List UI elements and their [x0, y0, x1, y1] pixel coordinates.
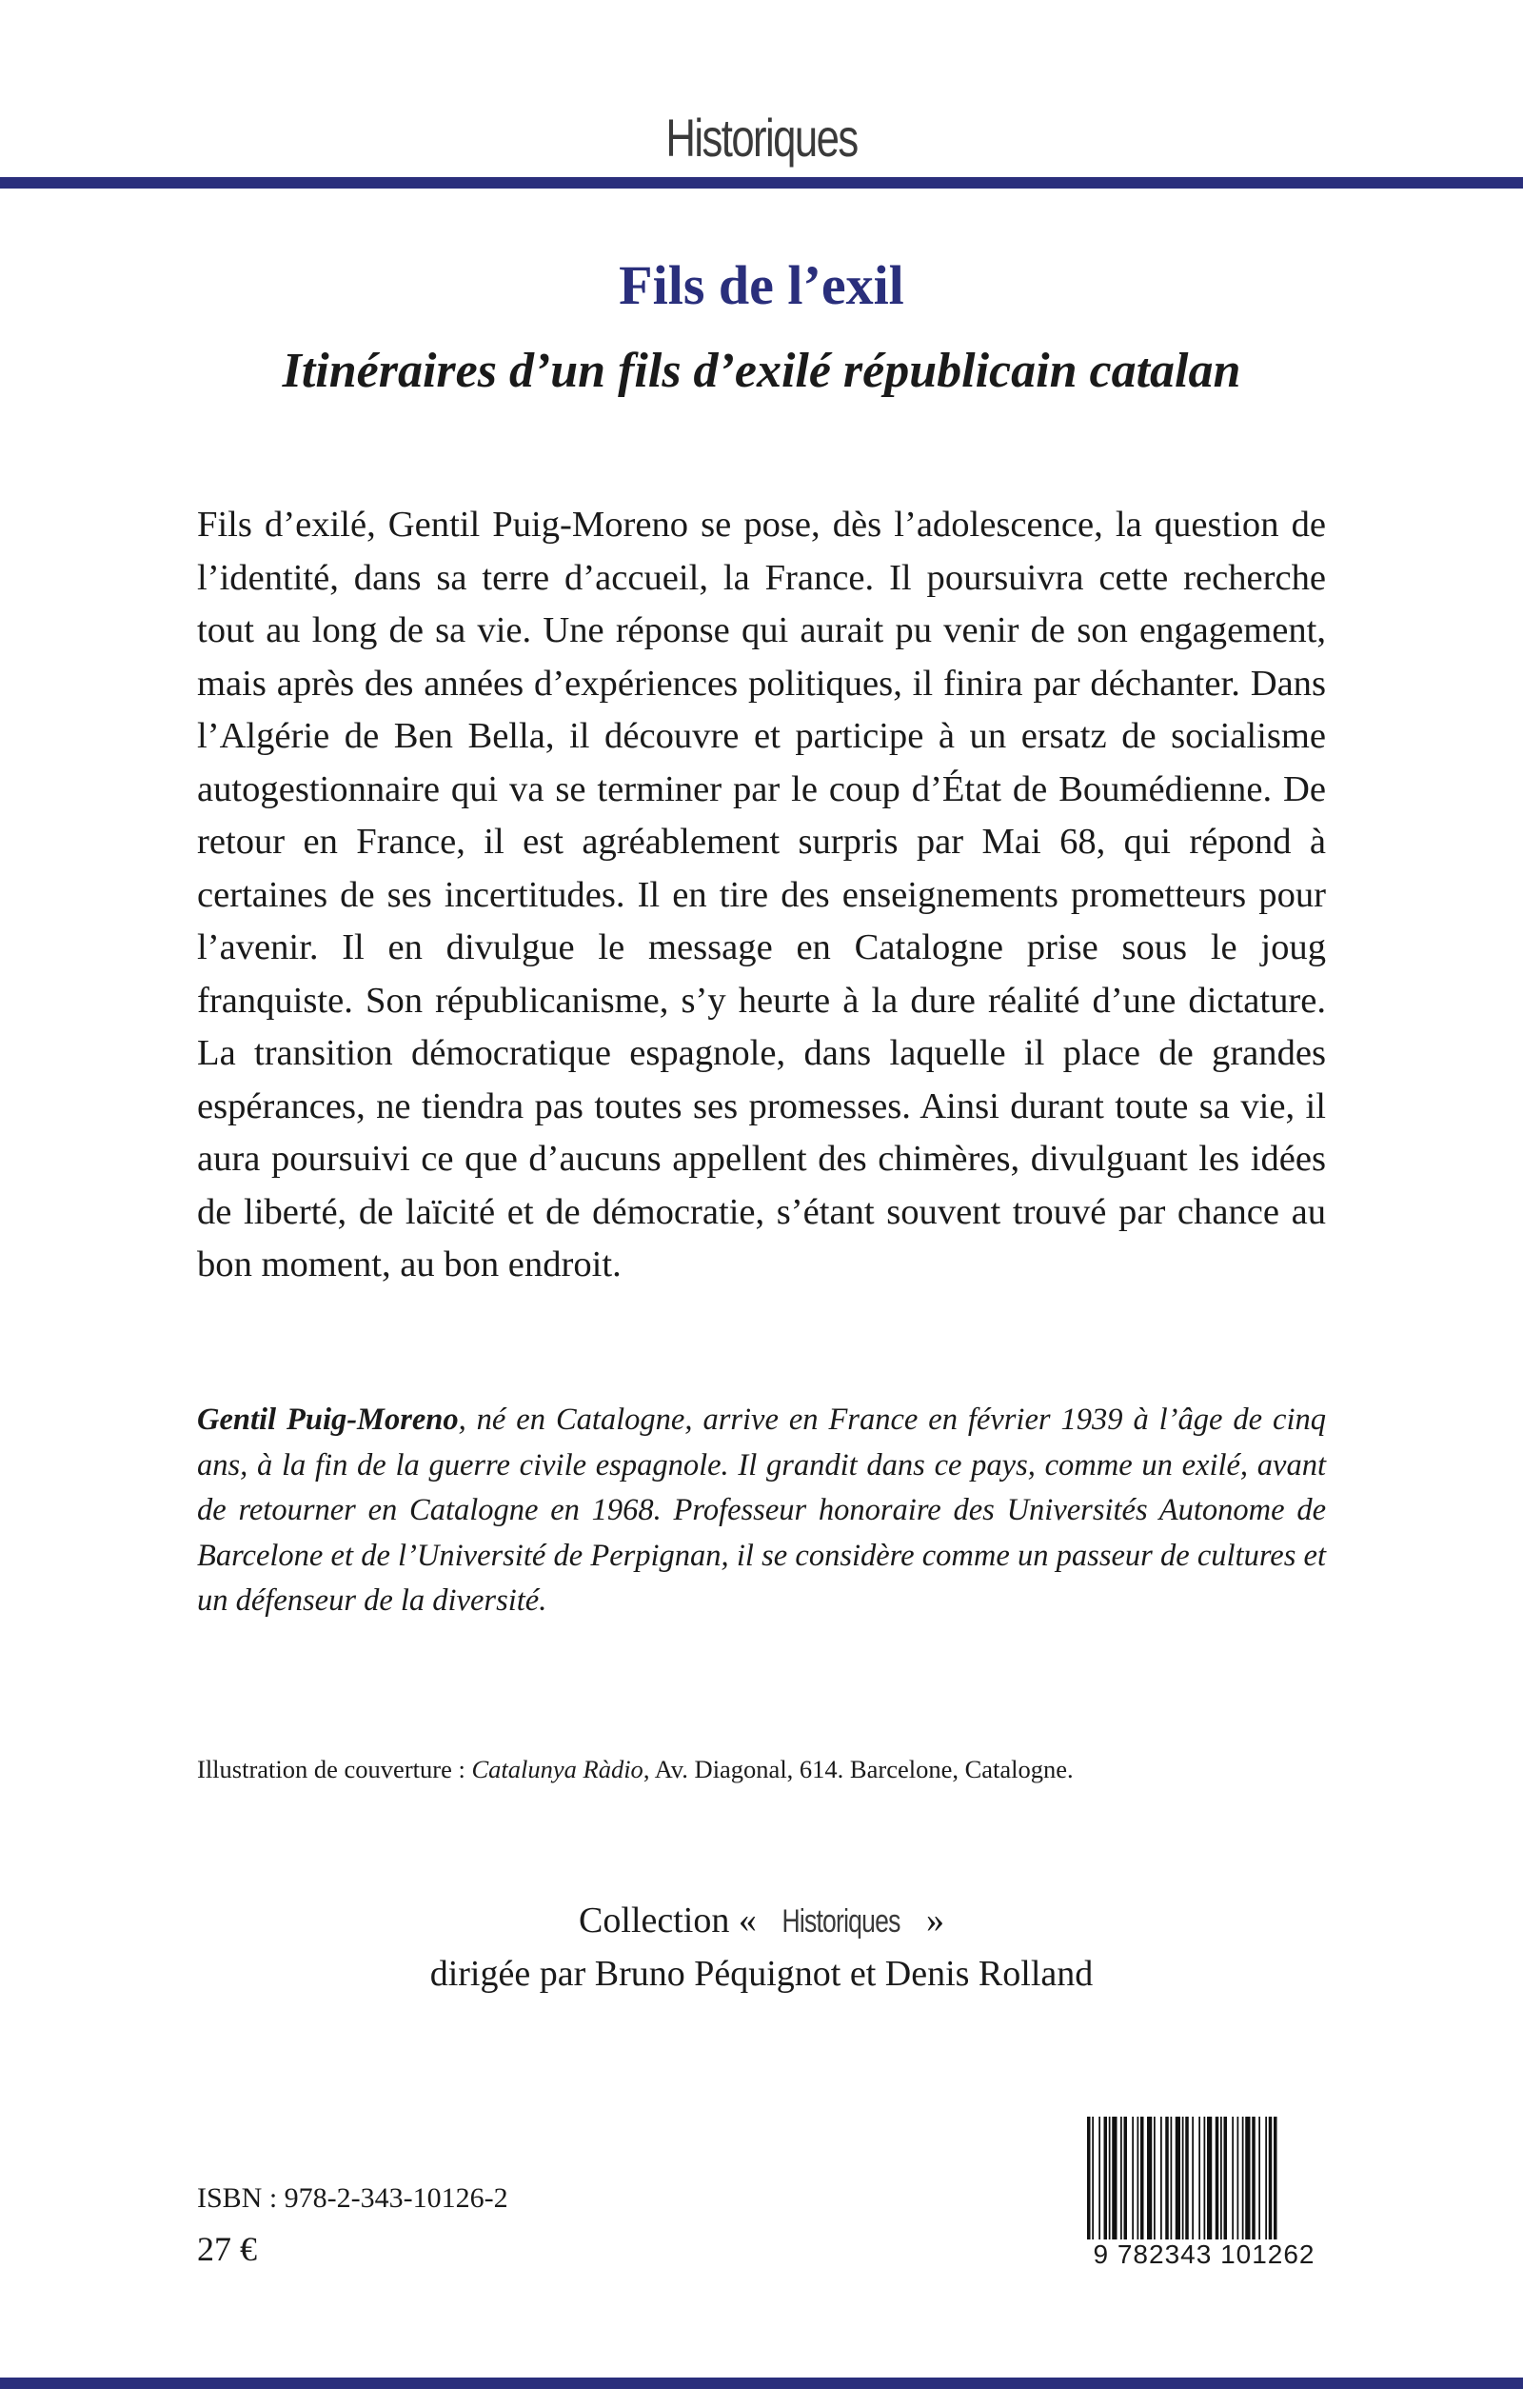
barcode-bar — [1245, 2117, 1250, 2240]
credit-suffix: , Av. Diagonal, 614. Barcelone, Catalogne. — [643, 1755, 1074, 1783]
credit-work: Catalunya Ràdio — [471, 1755, 643, 1783]
top-rule — [0, 177, 1523, 189]
barcode-bar — [1160, 2117, 1162, 2240]
isbn: ISBN : 978-2-343-10126-2 — [197, 2182, 508, 2214]
book-title: Fils de l’exil — [619, 254, 904, 316]
barcode-bar — [1204, 2117, 1206, 2240]
barcode-bar — [1265, 2117, 1267, 2240]
barcode-bar — [1176, 2117, 1180, 2240]
barcode-bar — [1165, 2117, 1169, 2240]
barcode-bar — [1207, 2117, 1212, 2240]
barcode-bar — [1132, 2117, 1134, 2240]
barcode-bar — [1104, 2117, 1108, 2240]
barcode-bar — [1274, 2117, 1277, 2240]
collection-series-logo: Historiques — [781, 1903, 900, 1940]
barcode-bar — [1232, 2117, 1234, 2240]
book-summary: Fils d’exilé, Gentil Puig-Moreno se pose, dès l’adolescence, la question de l’identité, dans sa terre d’accueil, la France. Il poursuivra cette recherche tout au long de sa vie. Une réponse qui aurait pu venir de son engagement, mais après des années d’expériences politiques, il finira par déchanter. Dans l’Algérie de Ben Bella, il découvre et participe à un ersatz de socialisme autogestionnaire qui va se terminer par le coup d’État de Boumédienne. De retour en France, il est agréablement surpris par Mai 68, qui répond à certaines de ses incertitudes. Il en tire des enseignements prometteurs pour l’avenir. Il en divulgue le message en Catalogne prise sous le joug franquiste. Son républicanisme, s’y heurte à la dure réalité d’une dictature. La transition démocratique espagnole, dans laquelle il place de grandes espérances, ne tiendra pas toutes ses promesses. Ainsi durant toute sa vie, il aura poursuivi ce que d’aucuns appellent des chimères, divulguant les idées de liberté, de laïcité et de démocratie, s’étant souvent trouvé par chance au bon moment, au bon endroit. — [197, 505, 1326, 1284]
credit-prefix: Illustration de couverture : — [197, 1755, 472, 1783]
barcode-bar — [1182, 2117, 1184, 2240]
barcode-bar — [1124, 2117, 1128, 2240]
barcode-bar — [1216, 2117, 1219, 2240]
barcode-bar — [1154, 2117, 1156, 2240]
barcode-bar — [1137, 2117, 1139, 2240]
barcode-bar — [1252, 2117, 1256, 2240]
barcode-digits: 9 782343 101262 — [1080, 2239, 1328, 2270]
barcode-bar — [1092, 2117, 1094, 2240]
barcode-bar — [1147, 2117, 1152, 2240]
barcode-bar — [1112, 2117, 1117, 2240]
collection-directors: dirigée par Bruno Péquignot et Denis Rolland — [429, 1954, 1094, 1994]
barcode-bar — [1171, 2117, 1173, 2240]
cover-credit — [197, 1752, 1326, 1786]
author-bio-text: , né en Catalogne, arrive en France en février 1939 à l’âge de cinq ans, à la fin de la guerre civile espagnole. Il grandit dans ce pays, comme un exilé, avant de retourner en Catalogne en 1968. Professeur honoraire des Universités Autonome de Barcelone et de l’Université de Perpignan, il se considère comme un passeur de cultures et un défenseur de la diversité. — [197, 1403, 1326, 1618]
bottom-rule — [0, 2378, 1523, 2389]
barcode-bar — [1185, 2117, 1189, 2240]
collection-suffix: » — [925, 1901, 944, 1940]
collection-line — [0, 1895, 1523, 1948]
collection-prefix: Collection « — [579, 1901, 757, 1940]
barcode-bar — [1258, 2117, 1260, 2240]
barcode-bar — [1140, 2117, 1144, 2240]
book-subtitle: Itinéraires d’un fils d’exilé républicain catalan — [282, 344, 1241, 398]
barcode-bar — [1237, 2117, 1239, 2240]
barcode-bar — [1224, 2117, 1228, 2240]
barcode-bar — [1087, 2117, 1091, 2240]
collection-info — [0, 1895, 1523, 2000]
barcode-bar — [1220, 2117, 1222, 2240]
series-logo: Historiques — [665, 108, 858, 168]
barcode-bar — [1098, 2117, 1100, 2240]
author-bio — [197, 1398, 1326, 1624]
price: 27 € — [197, 2230, 257, 2268]
barcode-bar — [1198, 2117, 1200, 2240]
barcode-bar — [1109, 2117, 1111, 2240]
barcode-bar — [1120, 2117, 1122, 2240]
barcode-bar — [1242, 2117, 1244, 2240]
author-name: Gentil Puig-Moreno — [197, 1403, 459, 1437]
barcode-bar — [1192, 2117, 1194, 2240]
barcode-bar — [1269, 2117, 1273, 2240]
